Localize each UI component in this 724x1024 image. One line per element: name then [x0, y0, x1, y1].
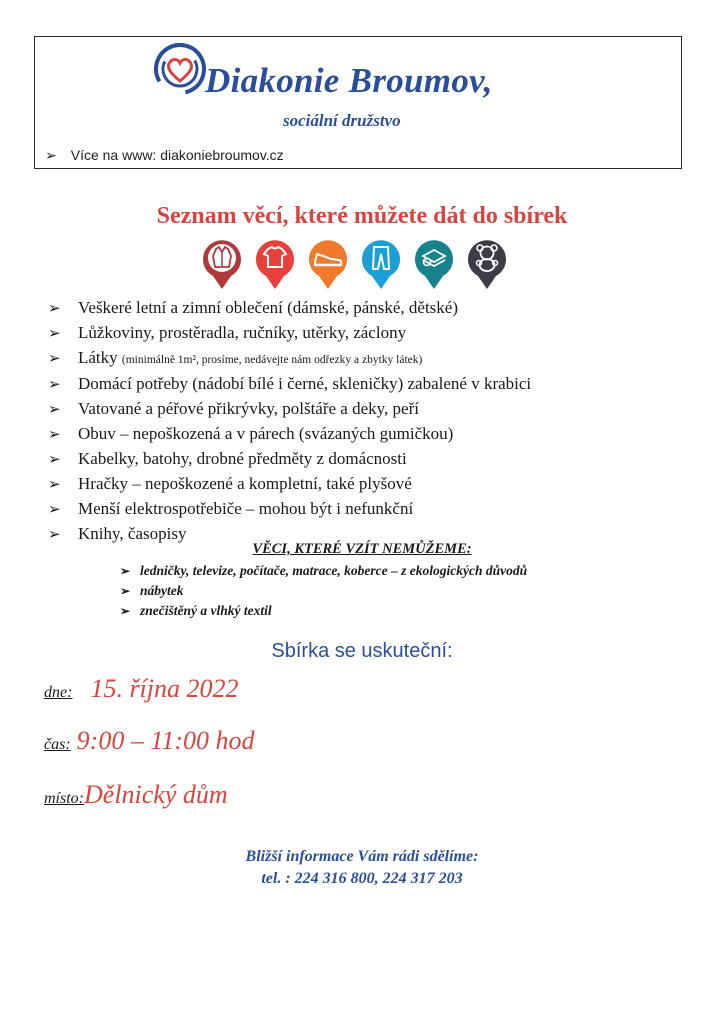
list-item: ➢ nábytek	[120, 581, 527, 601]
diakonie-logo	[152, 41, 208, 97]
arrow-bullet-icon: ➢	[120, 604, 131, 618]
event-date	[44, 674, 239, 704]
tshirt-icon	[253, 236, 297, 290]
teddy-bear-icon	[465, 236, 509, 290]
contact-phone: tel. : 224 316 800, 224 317 203	[261, 870, 463, 887]
arrow-bullet-icon: ➢	[48, 402, 61, 418]
list-item: ➢ znečištěný a vlhký textil	[120, 601, 527, 621]
website-text[interactable]: Více na www: diakoniebroumov.cz	[70, 147, 284, 163]
arrow-bullet-icon: ➢	[120, 564, 131, 578]
towels-icon	[412, 236, 456, 290]
list-item: ➢ Kabelky, batohy, drobné předměty z domácnosti	[48, 447, 531, 472]
date-value: 15. října 2022	[90, 674, 239, 703]
trousers-icon	[359, 236, 403, 290]
list-item: ➢ Domácí potřeby (nádobí bílé i černé, skleničky) zabalené v krabici	[48, 372, 531, 397]
arrow-bullet-icon: ➢	[48, 301, 61, 317]
arrow-bullet-icon: ➢	[48, 527, 61, 543]
time-label: čas:	[44, 736, 71, 753]
list-item: ➢ Knihy, časopisy	[48, 522, 531, 547]
arrow-bullet-icon: ➢	[48, 326, 61, 342]
website-line	[45, 147, 284, 164]
arrow-bullet-icon: ➢	[45, 147, 57, 163]
arrow-bullet-icon: ➢	[48, 502, 61, 518]
arrow-bullet-icon: ➢	[48, 477, 61, 493]
place-label: místo:	[44, 790, 84, 807]
arrow-bullet-icon: ➢	[48, 351, 61, 367]
arrow-bullet-icon: ➢	[48, 427, 61, 443]
list-item: ➢ Lůžkoviny, prostěradla, ručníky, utěrky, záclony	[48, 321, 531, 346]
list-item: ➢ Vatované a péřové přikrývky, polštáře a deky, peří	[48, 397, 531, 422]
event-time	[44, 726, 255, 756]
org-subtitle: sociální družstvo	[283, 111, 401, 130]
arrow-bullet-icon: ➢	[120, 584, 131, 598]
accepted-items-list	[48, 296, 531, 547]
arrow-bullet-icon: ➢	[48, 452, 61, 468]
place-value: Dělnický dům	[84, 780, 228, 809]
not-accepted-list	[120, 561, 527, 621]
not-accepted-title: VĚCI, KTERÉ VZÍT NEMŮŽEME:	[252, 541, 472, 557]
date-label: dne:	[44, 684, 73, 701]
event-place	[44, 780, 228, 810]
shoe-icon	[306, 236, 350, 290]
list-item: ➢ Látky (minimálně 1m², prosíme, nedávejte nám odřezky a zbytky látek)	[48, 346, 531, 372]
org-name: Diakonie Broumov,	[205, 61, 493, 100]
time-value: 9:00 – 11:00 hod	[76, 726, 255, 755]
event-heading: Sbírka se uskuteční:	[271, 640, 453, 662]
list-item: ➢ ledničky, televize, počítače, matrace, koberce – z ekologických důvodů	[120, 561, 527, 581]
arrow-bullet-icon: ➢	[48, 377, 61, 393]
list-item: ➢ Veškeré letní a zimní oblečení (dámské, pánské, dětské)	[48, 296, 531, 321]
list-item: ➢ Hračky – nepoškozené a kompletní, také plyšové	[48, 472, 531, 497]
jacket-icon	[200, 236, 244, 290]
header-box	[34, 36, 682, 169]
list-item: ➢ Obuv – nepoškozená a v párech (svázaných gumičkou)	[48, 422, 531, 447]
list-item: ➢ Menší elektrospotřebiče – mohou být i nefunkční	[48, 497, 531, 522]
contact-line-1: Bližší informace Vám rádi sdělíme:	[245, 848, 479, 865]
list-item-note: (minimálně 1m², prosíme, nedávejte nám odřezky a zbytky látek)	[121, 354, 423, 366]
collection-list-title: Seznam věcí, které můžete dát do sbírek	[156, 203, 568, 229]
